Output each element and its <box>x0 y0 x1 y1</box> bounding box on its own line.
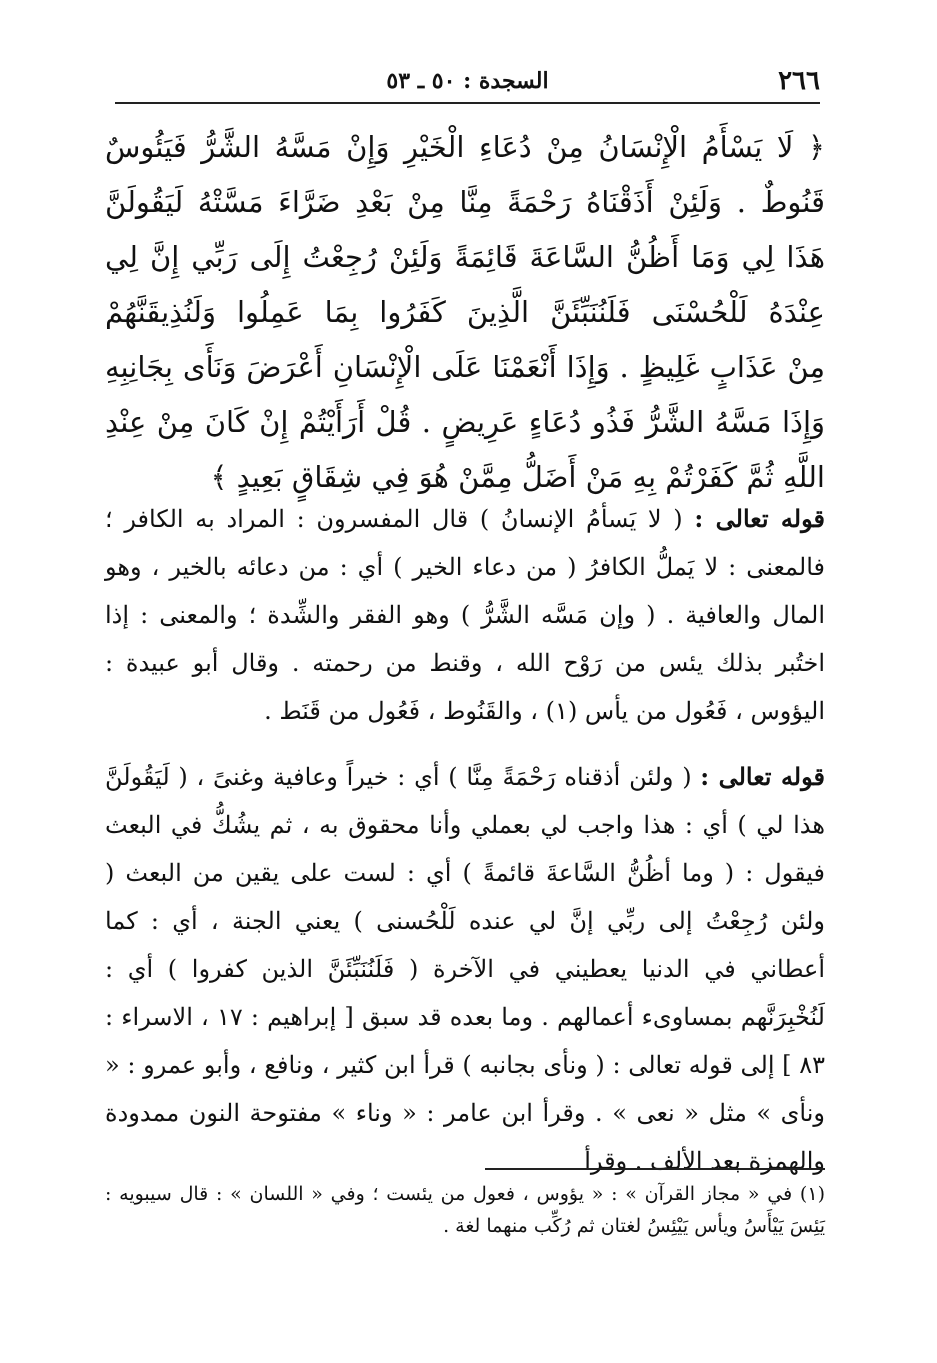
verse-line: هَذَا لِي وَمَا أَظُنُّ السَّاعَةَ قَائِمَةً وَلَئِنْ رُجِعْتُ إِلَى رَبِّي إِنَّ لِي <box>105 240 825 274</box>
commentary-text <box>105 495 825 1203</box>
paragraph-lead: قوله تعالى : <box>694 504 825 533</box>
footnote-divider <box>485 1168 825 1170</box>
page-header <box>115 62 820 104</box>
running-head: السجدة : ٥٠ ـ ٥٣ <box>386 68 549 94</box>
paragraph-body: ( لا يَسأمُ الإنسانُ ) قال المفسرون : المراد به الكافر ؛ فالمعنى : لا يَملُّ الكافرُ ( من دعاء الخير ) أي : من دعائه بالخير ، وهو المال والعافية . ( وإن مَسَّه الشَّرُّ ) وهو الفقر والشِّدة ؛ والمعنى : إذا اختُبر بذلك يئس من رَوْح الله ، وقنط من رحمته . وقال أبو عبيدة : اليؤوس ، فَعُول من يأس (١) ، والقَنُوط ، فَعُول من قَنَط . <box>105 505 825 725</box>
paragraph-body: ( ولئن أذقناه رَحْمَةً مِنَّا ) أي : خيراً وعافية وغنىً ، ( لَيَقُولَنَّ هذا لي ) أي : هذا واجب لي بعملي وأنا محقوق به ، ثم يشُكُّ في البعث فيقول : ( وما أظُنُّ السَّاعةَ قائمةً ) أي : لست على يقين من البعث ( ولئن رُجِعْتُ إلى ربِّي إنَّ لي عنده لَلْحُسنى ) يعني الجنة ، أي : كما أعطاني في الدنيا يعطيني في الآخرة ( فَلَنُنَبِّئَنَّ الذين كفروا ) أي : لَنُخْبِرَنَّهم بمساوىء أعمالهم . وما بعده قد سبق [ إبراهيم : ١٧ ، الاسراء : ٨٣ ] إلى قوله تعالى : ( ونأى بجانبه ) قرأ ابن كثير ، ونافع ، وأبو عمرو : « ونأى » مثل « نعى » . وقرأ ابن عامر : « وناء » مفتوحة النون ممدودة والهمزة بعد الألف . وقرأ <box>105 763 825 1175</box>
paragraph-lead: قوله تعالى : <box>700 762 825 791</box>
commentary-paragraph <box>105 753 825 1185</box>
page-number: ٢٦٦ <box>778 66 820 96</box>
verse-line: وَإِذَا مَسَّهُ الشَّرُّ فَذُو دُعَاءٍ عَرِيضٍ . قُلْ أَرَأَيْتُمْ إِنْ كَانَ مِنْ عِنْدِ <box>105 405 825 439</box>
verse-line: عِنْدَهُ لَلْحُسْنَى فَلَنُنَبِّئَنَّ الَّذِينَ كَفَرُوا بِمَا عَمِلُوا وَلَنُذِيقَنَّهُمْ <box>105 295 825 329</box>
verse-line: قَنُوطٌ . وَلَئِنْ أَذَقْنَاهُ رَحْمَةً مِنَّا مِنْ بَعْدِ ضَرَّاءَ مَسَّتْهُ لَيَقُولَنَّ <box>105 185 825 219</box>
commentary-paragraph <box>105 495 825 735</box>
quran-verse-block <box>105 120 825 505</box>
verse-line: ﴿ لَا يَسْأَمُ الْإِنْسَانُ مِنْ دُعَاءِ الْخَيْرِ وَإِنْ مَسَّهُ الشَّرُّ فَيَئُوسٌ <box>105 130 825 164</box>
verse-line: مِنْ عَذَابٍ غَلِيظٍ . وَإِذَا أَنْعَمْنَا عَلَى الْإِنْسَانِ أَعْرَضَ وَنَأَى بِجَانِبِهِ <box>105 350 825 384</box>
footnote: (١) في « مجاز القرآن » : « يؤوس ، فعول من يئست ؛ وفي « اللسان » : قال سيبويه : يَئِسَ يَيْأَسُ ويأس يَيْئِسُ لغتان ثم رُكِّب منهما لغة . <box>105 1183 825 1237</box>
verse-line: اللَّهِ ثُمَّ كَفَرْتُمْ بِهِ مَنْ أَضَلُّ مِمَّنْ هُوَ فِي شِقَاقٍ بَعِيدٍ ﴾ <box>210 460 825 494</box>
